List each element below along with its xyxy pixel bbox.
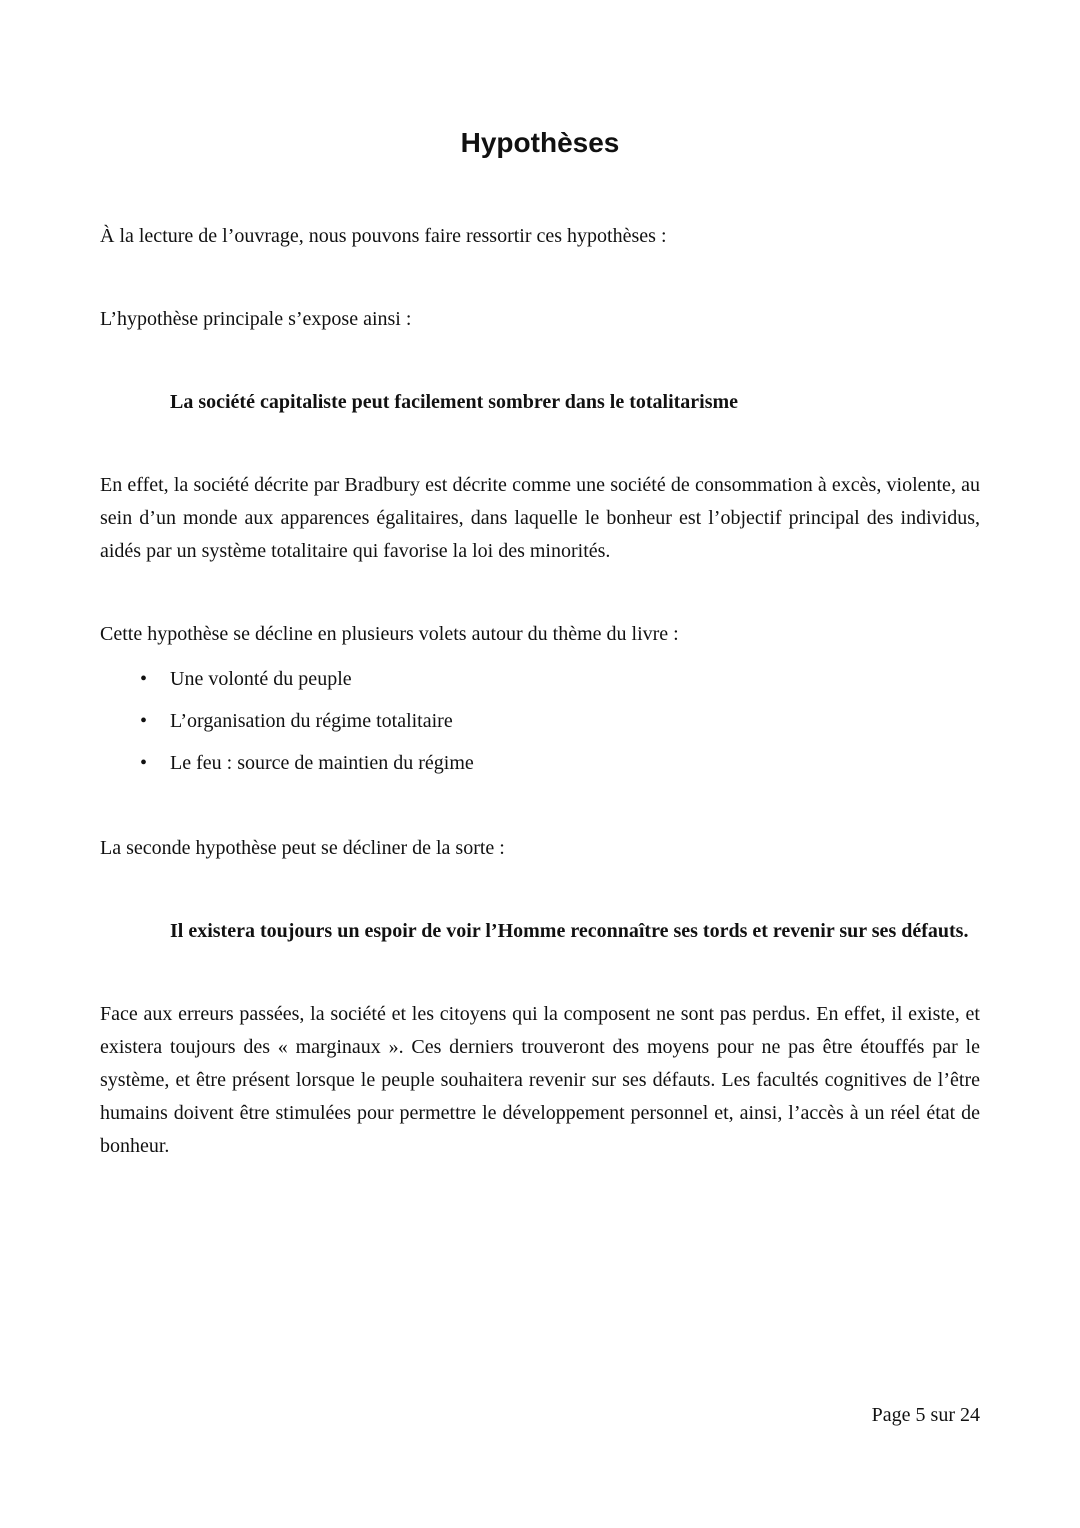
bullet-item: • L’organisation du régime totalitaire (140, 705, 980, 738)
hypothesis1-paragraph: En effet, la société décrite par Bradbury est décrite comme une société de consommation à excès, violente, au sein d’un monde aux apparences égalitaires, dans laquelle le bonheur est l’objectif principal des individus, aidés par un système totalitaire qui favorise la loi des minorités. (100, 473, 980, 562)
page-number: Page 5 sur 24 (871, 1404, 980, 1426)
bullet-item: • Une volonté du peuple (140, 663, 980, 696)
hypothesis1-statement: La société capitaliste peut facilement sombrer dans le totalitarisme (170, 390, 739, 413)
page-title: Hypothèses (460, 127, 620, 158)
bullet-item: • Le feu : source de maintien du régime (140, 747, 980, 780)
volets-lead: Cette hypothèse se décline en plusieurs volets autour du thème du livre : (100, 622, 679, 645)
hypothesis2-paragraph: Face aux erreurs passées, la société et les citoyens qui la composent ne sont pas perdus. En effet, il existe, et existera toujours des « marginaux ». Ces derniers trouveront des moyens pour ne pas être étouffés par le système, et être présent lorsque le peuple souhaitera revenir sur ses défauts. Les facultés cognitives de l’être humains doivent être stimulées pour permettre le développement personnel et, ainsi, l’accès à un réel état de bonheur. (100, 1002, 980, 1157)
hypothesis1-lead: L’hypothèse principale s’expose ainsi : (100, 307, 412, 330)
hypothesis2-lead: La seconde hypothèse peut se décliner de la sorte : (100, 836, 505, 859)
hypothesis2-statement: Il existera toujours un espoir de voir l’Homme reconnaître ses tords et revenir sur ses défauts. (170, 919, 969, 942)
intro-paragraph: À la lecture de l’ouvrage, nous pouvons faire ressortir ces hypothèses : (100, 224, 667, 247)
bullet-list (100, 663, 980, 780)
